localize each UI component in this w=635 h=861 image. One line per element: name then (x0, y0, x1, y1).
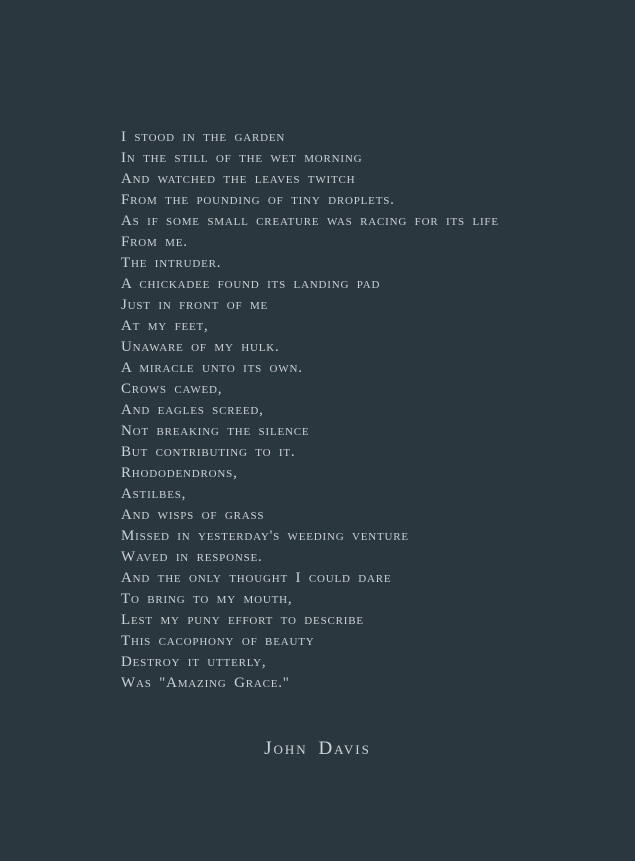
poem-line: A chickadee found its landing pad (121, 276, 381, 292)
poem-line: Was "Amazing Grace." (121, 675, 290, 691)
poem-line: From me. (121, 234, 188, 250)
poem-line: Just in front of me (121, 297, 269, 313)
poem-line: And eagles screed, (121, 402, 264, 418)
poem-text (121, 127, 499, 694)
poem-line: In the still of the wet morning (121, 150, 363, 166)
poem-line: Waved in response. (121, 549, 263, 565)
poem-line: This cacophony of beauty (121, 633, 315, 649)
poem-line: But contributing to it. (121, 444, 296, 460)
poem-line: Unaware of my hulk. (121, 339, 280, 355)
poem-line: The intruder. (121, 255, 222, 271)
poem-line: At my feet, (121, 318, 209, 334)
poem-line: And the only thought I could dare (121, 570, 392, 586)
poem-line: Crows cawed, (121, 381, 223, 397)
poem-line: And watched the leaves twitch (121, 171, 356, 187)
poem-line: Astilbes, (121, 486, 187, 502)
author-name: John Davis (264, 738, 371, 759)
poem-line: To bring to my mouth, (121, 591, 293, 607)
poem-line: Not breaking the silence (121, 423, 310, 439)
poem-line: As if some small creature was racing for its life (121, 213, 499, 229)
poem-line: Destroy it utterly, (121, 654, 267, 670)
poem-line: Missed in yesterday's weeding venture (121, 528, 409, 544)
poem-line: Rhododendrons, (121, 465, 238, 481)
poem-line: And wisps of grass (121, 507, 265, 523)
poem-line: I stood in the garden (121, 129, 286, 145)
poem-line: A miracle unto its own. (121, 360, 303, 376)
poem-line: From the pounding of tiny droplets. (121, 192, 395, 208)
poem-line: Lest my puny effort to describe (121, 612, 364, 628)
